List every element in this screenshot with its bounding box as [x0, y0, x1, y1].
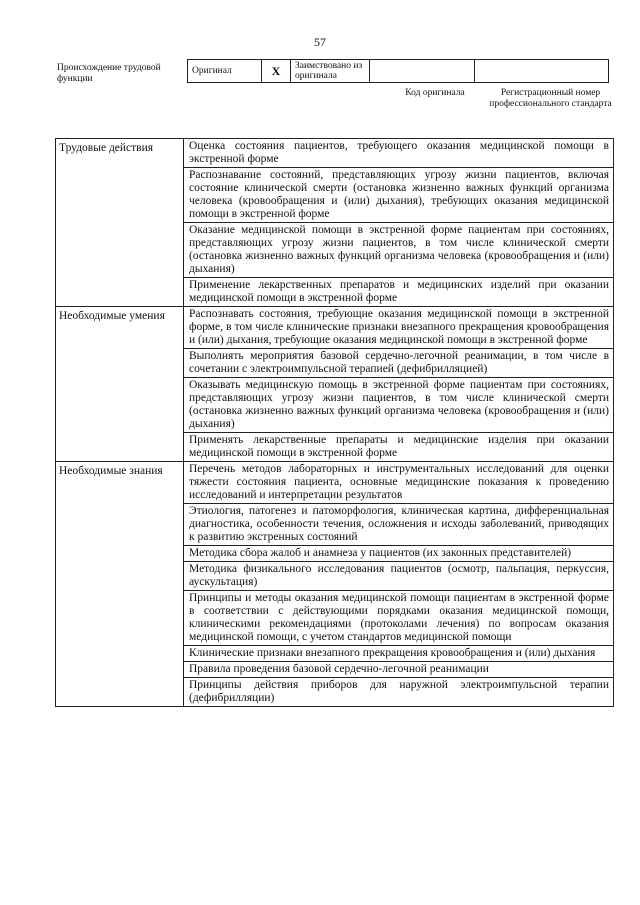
table-cell: Методика физикального исследования пациентов (осмотр, пальпация, перкуссия, аускультация)	[184, 562, 614, 591]
table-cell: Перечень методов лабораторных и инструментальных исследований для оценки тяжести состояния пациента, основные медицинские показания к проведению исследований и интерпретации результатов	[184, 462, 614, 504]
section-title: Трудовые действия	[56, 139, 184, 307]
table-row	[56, 139, 614, 168]
page-number: 57	[314, 35, 326, 49]
table-cell: Принципы действия приборов для наружной электроимпульсной терапии (дефибрилляции)	[184, 678, 614, 707]
table-cell: Применение лекарственных препаратов и медицинских изделий при оказании медицинской помощи в экстренной форме	[184, 278, 614, 307]
table-cell: Выполнять мероприятия базовой сердечно-легочной реанимации, в том числе в сочетании с электроимпульсной терапией (дефибрилляцией)	[184, 349, 614, 378]
table-cell: Распознавание состояний, представляющих угрозу жизни пациентов, включая состояние клинической смерти (остановка жизненно важных функций организма человека (кровообращения и (или) дыхания), требующих оказания медицинской помощи в экстренной форме	[184, 168, 614, 223]
table-cell: Применять лекарственные препараты и медицинские изделия при оказании медицинской помощи в экстренной форме	[184, 433, 614, 462]
table-cell: Принципы и методы оказания медицинской помощи пациентам в экстренной форме в соответствии с действующими порядками оказания медицинской помощи, клиническими рекомендациями (протоколами лечения) по вопросам оказания медицинской помощи, с учетом стандартов медицинской помощи	[184, 591, 614, 646]
table-cell: Методика сбора жалоб и анамнеза у пациентов (их законных представителей)	[184, 546, 614, 562]
table-row	[56, 307, 614, 349]
table-cell: Клинические признаки внезапного прекращения кровообращения и (или) дыхания	[184, 646, 614, 662]
original-mark: X	[262, 60, 291, 83]
table-row	[56, 462, 614, 504]
borrowed-cell: Заимствовано из оригинала	[291, 60, 370, 83]
origin-label: Происхождение трудовой функции	[57, 63, 161, 84]
origin-table	[187, 59, 609, 83]
table-cell: Этиология, патогенез и патоморфология, клиническая картина, дифференциальная диагностика, особенности течения, осложнения и исходы заболеваний, приводящих к развитию экстренных состояний	[184, 504, 614, 546]
original-cell: Оригинал	[188, 60, 262, 83]
table-cell: Распознавать состояния, требующие оказания медицинской помощи в экстренной форме, в том числе клинические признаки внезапного прекращения кровообращения и (или) дыхания, требующие оказания медицинской помощи в экстренной форме	[184, 307, 614, 349]
table-cell: Правила проведения базовой сердечно-легочной реанимации	[184, 662, 614, 678]
table-cell: Оказывать медицинскую помощь в экстренной форме пациентам при состояниях, представляющих угрозу жизни пациентов, в том числе клинической смерти (остановка жизненно важных функций организма человека (кровообращения и (или) дыхания)	[184, 378, 614, 433]
section-title: Необходимые умения	[56, 307, 184, 462]
competency-table	[55, 138, 614, 707]
reg-number-caption: Регистрационный номер профессионального стандарта	[489, 88, 612, 109]
reg-number-cell	[475, 60, 609, 83]
code-caption: Код оригинала	[405, 88, 465, 98]
section-title: Необходимые знания	[56, 462, 184, 707]
table-cell: Оценка состояния пациентов, требующего оказания медицинской помощи в экстренной форме	[184, 139, 614, 168]
table-cell: Оказание медицинской помощи в экстренной форме пациентам при состояниях, представляющих угрозу жизни пациентов, в том числе клинической смерти (остановка жизненно важных функций организма человека (кровообращения и (или) дыхания)	[184, 223, 614, 278]
code-cell	[370, 60, 475, 83]
